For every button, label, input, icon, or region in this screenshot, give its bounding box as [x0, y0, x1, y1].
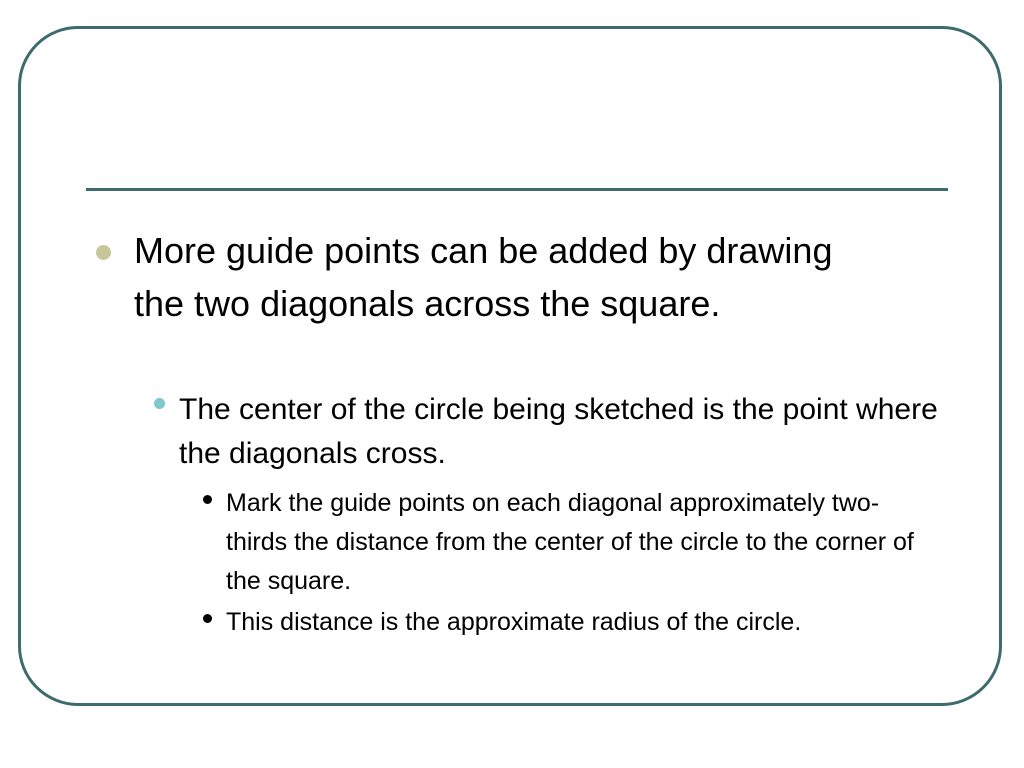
bullet-level2-text: The center of the circle being sketched is the point where the diagonals cross.: [179, 393, 938, 470]
level2-bullet-icon: [154, 398, 165, 409]
bullet-level1: [96, 224, 896, 330]
bullet-level3-text: Mark the guide points on each diagonal approximately two-thirds the distance from the center of the circle to the corner of the square.: [226, 489, 914, 595]
bullet-level3-item: [203, 484, 923, 601]
level3-bullet-icon: [203, 614, 212, 623]
bullet-level1-text: More guide points can be added by drawing the two diagonals across the square.: [134, 230, 833, 324]
level3-bullet-icon: [203, 495, 212, 504]
bullet-level3-text: This distance is the approximate radius of the circle.: [226, 608, 802, 636]
bullet-level2: [154, 388, 944, 476]
title-divider: [86, 188, 948, 191]
level1-bullet-icon: [96, 245, 111, 260]
bullet-level3-item: [203, 603, 923, 642]
